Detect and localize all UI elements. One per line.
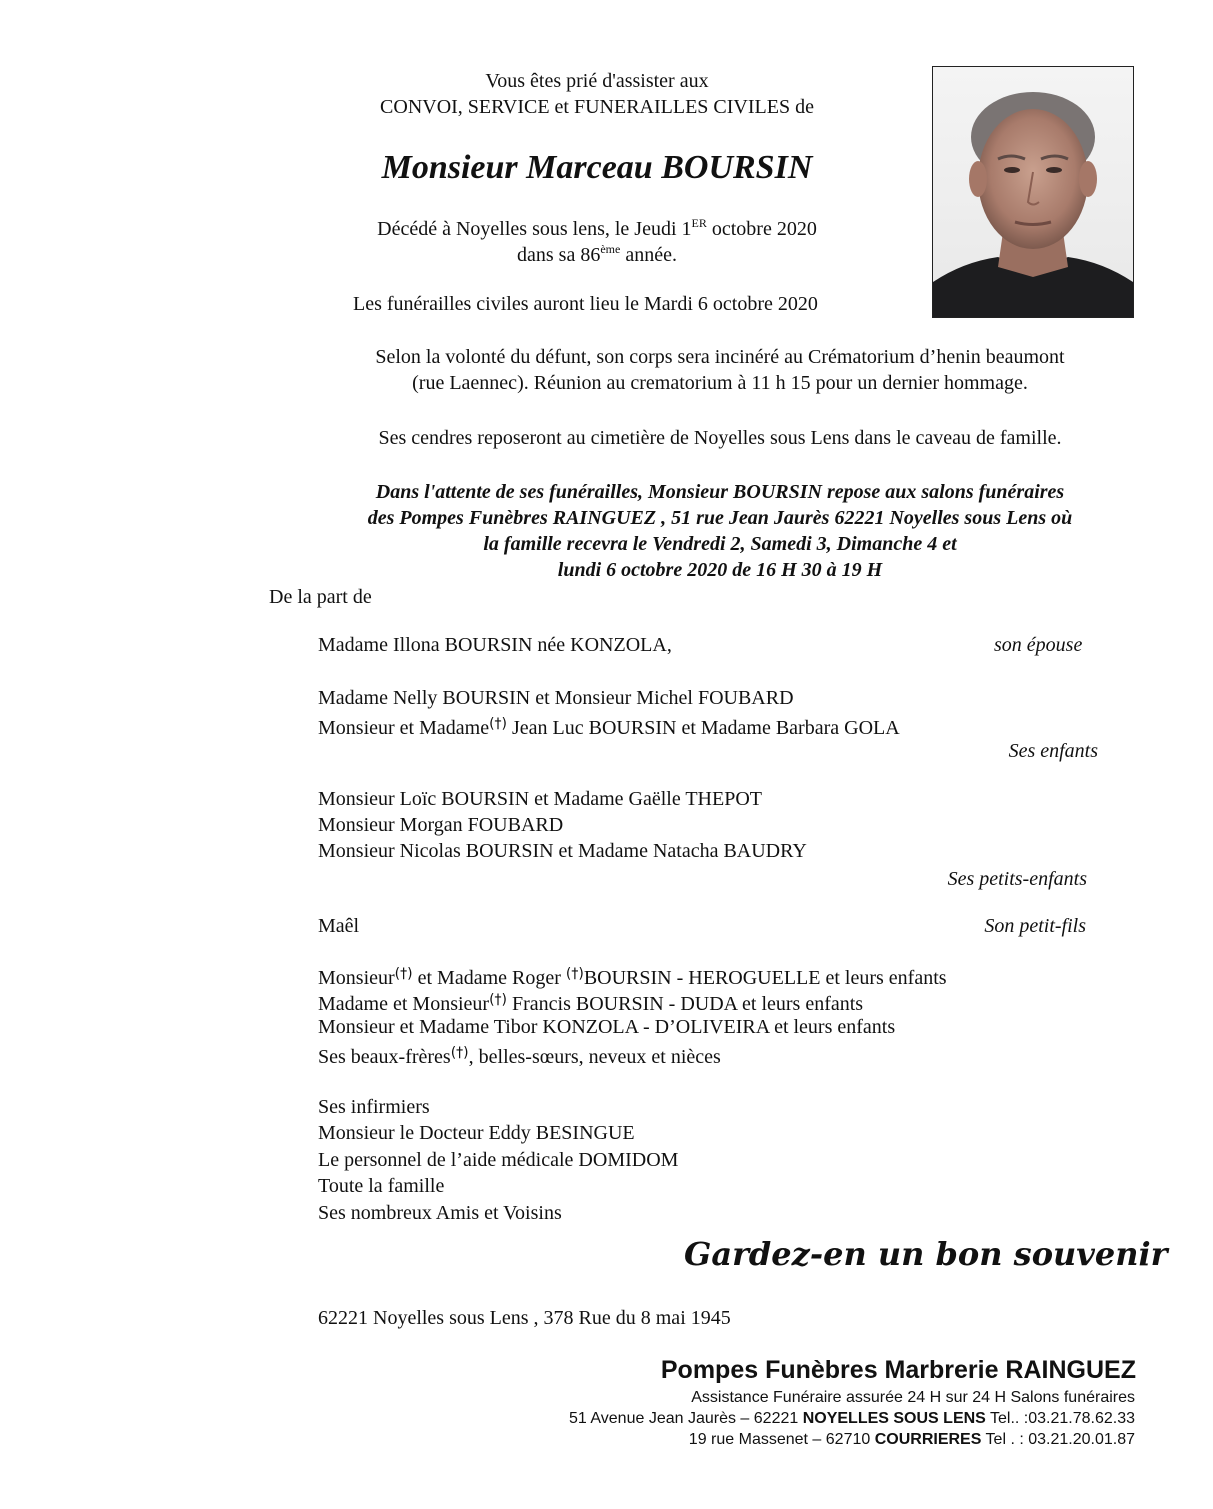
sibling-2-end: Francis BOURSIN - DUDA et leurs enfants xyxy=(507,993,864,1015)
sibling-1-end: BOURSIN - HEROGUELLE et leurs enfants xyxy=(583,967,947,989)
sibling-1-title: Monsieur xyxy=(318,967,395,989)
sibling-line-4 xyxy=(318,1040,721,1070)
grandchild-3: Monsieur Nicolas BOURSIN et Madame Natacha BAUDRY xyxy=(318,840,807,862)
visitation-line-3: la famille recevra le Vendredi 2, Samedi 3, Dimanche 4 et xyxy=(483,533,957,555)
death-line-1 xyxy=(300,216,894,242)
age-text: dans sa 86 xyxy=(517,244,601,266)
other-mourner: Le personnel de l’aide médicale DOMIDOM xyxy=(318,1149,679,1171)
grandchild-1: Monsieur Loïc BOURSIN et Madame Gaëlle THEPOT xyxy=(318,788,762,810)
address-2-phone: Tel . : 03.21.20.01.87 xyxy=(981,1431,1135,1448)
in-laws-end: , belles-sœurs, neveux et nièces xyxy=(468,1046,721,1068)
great-grandchild-label: Son petit-fils xyxy=(984,915,1086,937)
child-2-title: Monsieur et Madame xyxy=(318,717,490,739)
child-2-name: Jean Luc BOURSIN et Madame Barbara GOLA xyxy=(507,717,900,739)
age-text-end: année. xyxy=(620,244,677,266)
from-label: De la part de xyxy=(269,586,372,608)
death-line-2 xyxy=(300,242,894,268)
funeral-date: Les funérailles civiles auront lieu le Mardi 6 octobre 2020 xyxy=(353,293,818,315)
children-label: Ses enfants xyxy=(1008,740,1098,762)
death-line-1-end: octobre 2020 xyxy=(706,218,817,240)
great-grandchild: Maêl xyxy=(318,915,360,937)
deceased-name: Monsieur Marceau BOURSIN xyxy=(381,149,813,186)
visitation-line-1: Dans l'attente de ses funérailles, Monsieur BOURSIN repose aux salons funéraires xyxy=(375,481,1065,503)
invitation-line-2: CONVOI, SERVICE et FUNERAILLES CIVILES de xyxy=(380,96,814,118)
sibling-line-2 xyxy=(318,987,863,1017)
sibling-line-3: Monsieur et Madame Tibor KONZOLA - D’OLIVEIRA et leurs enfants xyxy=(318,1016,896,1038)
address-1-town: NOYELLES SOUS LENS xyxy=(802,1410,986,1427)
child-1: Madame Nelly BOURSIN et Monsieur Michel FOUBARD xyxy=(318,687,794,709)
deceased-cross-mark: (†) xyxy=(565,966,584,982)
invitation-line-1: Vous êtes prié d'assister aux xyxy=(485,70,709,92)
cremation-line-1: Selon la volonté du défunt, son corps sera incinéré au Crématorium d’henin beaumont xyxy=(375,346,1065,368)
company-address-2 xyxy=(400,1429,1135,1450)
deceased-cross-mark: (†) xyxy=(489,716,508,732)
closing-sentiment: Gardez-en un bon souvenir xyxy=(684,1235,1168,1273)
grandchild-2: Monsieur Morgan FOUBARD xyxy=(318,814,564,836)
ashes-statement: Ses cendres reposeront au cimetière de Noyelles sous Lens dans le caveau de famille. xyxy=(378,427,1062,449)
address-2-town: COURRIERES xyxy=(874,1431,982,1448)
company-address-1 xyxy=(400,1408,1135,1429)
address-2-street: 19 rue Massenet – 62710 xyxy=(688,1431,875,1448)
other-mourner: Ses nombreux Amis et Voisins xyxy=(318,1202,562,1224)
deceased-portrait-photo xyxy=(932,66,1134,318)
death-day-suffix: ER xyxy=(691,216,707,230)
visitation-line-2: des Pompes Funèbres RAINGUEZ , 51 rue Jean Jaurès 62221 Noyelles sous Lens où xyxy=(367,507,1073,529)
spouse-label: son épouse xyxy=(994,634,1083,656)
deceased-cross-mark: (†) xyxy=(394,966,413,982)
sibling-2-title: Madame et Monsieur xyxy=(318,993,490,1015)
deceased-cross-mark: (†) xyxy=(450,1045,469,1061)
company-service-line: Assistance Funéraire assurée 24 H sur 24 H Salons funéraires xyxy=(691,1389,1135,1406)
company-name: Pompes Funèbres Marbrerie RAINGUEZ xyxy=(660,1356,1136,1384)
portrait-image xyxy=(933,67,1133,317)
death-line-1-text: Décédé à Noyelles sous lens, le Jeudi 1 xyxy=(377,218,692,240)
deceased-cross-mark: (†) xyxy=(489,992,508,1008)
child-2 xyxy=(318,711,900,741)
family-address: 62221 Noyelles sous Lens , 378 Rue du 8 mai 1945 xyxy=(318,1307,731,1329)
age-suffix: ème xyxy=(600,242,621,256)
other-mourner: Toute la famille xyxy=(318,1175,445,1197)
grandchildren-label: Ses petits-enfants xyxy=(947,868,1087,890)
address-1-phone: Tel.. :03.21.78.62.33 xyxy=(985,1410,1135,1427)
in-laws-title: Ses beaux-frères xyxy=(318,1046,451,1068)
cremation-line-2: (rue Laennec). Réunion au crematorium à 11 h 15 pour un dernier hommage. xyxy=(412,372,1028,394)
address-1-street: 51 Avenue Jean Jaurès – 62221 xyxy=(569,1410,803,1427)
spouse-name: Madame Illona BOURSIN née KONZOLA, xyxy=(318,634,672,656)
visitation-line-4: lundi 6 octobre 2020 de 16 H 30 à 19 H xyxy=(557,559,883,581)
other-mourner: Ses infirmiers xyxy=(318,1096,430,1118)
sibling-1-middle: et Madame Roger xyxy=(412,967,566,989)
other-mourner: Monsieur le Docteur Eddy BESINGUE xyxy=(318,1122,635,1144)
